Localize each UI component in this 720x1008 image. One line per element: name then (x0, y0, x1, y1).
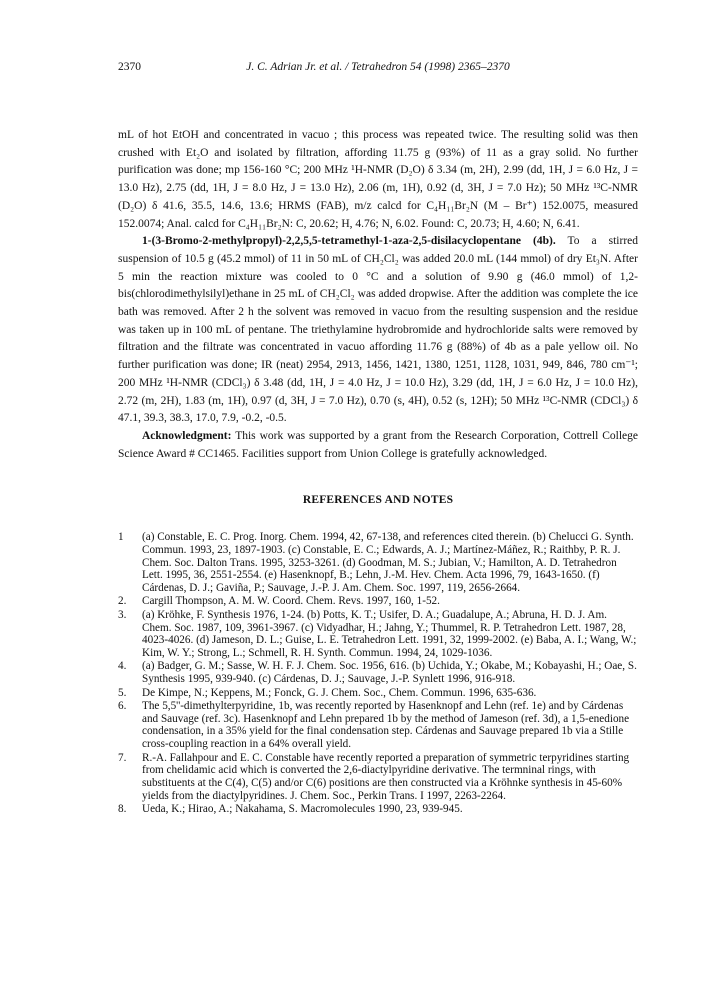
acknowledgment-label: Acknowledgment: (142, 429, 232, 442)
reference-number: 1 (118, 531, 124, 543)
reference-number: 4. (118, 660, 127, 673)
reference-text: De Kimpe, N.; Keppens, M.; Fonck, G. J. Chem. Soc., Chem. Commun. 1996, 635-636. (142, 686, 537, 699)
experimental-body (118, 127, 638, 463)
page-header (118, 61, 638, 77)
paragraph-compound-4b (118, 233, 638, 428)
references-list (118, 531, 638, 817)
reference-item (118, 595, 638, 608)
page-number: 2370 (118, 61, 141, 73)
reference-number: 3. (118, 608, 127, 621)
acknowledgment (118, 428, 638, 463)
reference-text: (a) Constable, E. C. Prog. Inorg. Chem. 1994, 42, 67-138, and references cited therein. (b) Chelucci G. Synth. Commun. 1993, 23, 1897-1903. (c) Constable, E. C.; Edwards, A. J.; Martínez-Máñez, R.; Raithby, P. R. J. Chem. Soc. Dalton Trans. 1995, 3253-3261. (d) Goodman, M. S.; Jubian, V.; Hamilton, A. D. Tetrahedron Lett. 1995, 36, 2551-2554. (e) Hasenknopf, B.; Lehn, J.-M. Hev. Chem. Acta 1996, 79, 1643-1650. (f) Cárdenas, D. J.; Gaviña, P.; Sauvage, J.-P. J. Am. Chem. Soc. 1997, 119, 2656-2664. (142, 531, 634, 595)
references-heading: REFERENCES AND NOTES (302, 494, 454, 506)
reference-text: (a) Badger, G. M.; Sasse, W. H. F. J. Chem. Soc. 1956, 616. (b) Uchida, Y.; Okabe, M.; Kobayashi, H.; Oae, S. Synthesis 1995, 939-940. (c) Cárdenas, D. J.; Sauvage, J.-P. Synlett 1996, 916-918. (142, 660, 637, 686)
reference-item (118, 609, 638, 660)
reference-number: 8. (118, 803, 127, 816)
reference-text: The 5,5''-dimethylterpyridine, 1b, was recently reported by Hasenknopf and Lehn (ref. 1e) and by Cárdenas and Sauvage (ref. 3c). Hasenknopf and Lehn prepared 1b by the method of Jameson (ref. 3d), a 1,5-enedione condensation, in a 35% yield for the final condensation step. Cárdenas and Sauvage prepared 1b via a Stille cross-coupling reaction in a 64% overall yield. (142, 699, 630, 751)
reference-item (118, 752, 638, 803)
reference-item (118, 660, 638, 686)
reference-number: 2. (118, 595, 127, 608)
compound-procedure: To a stirred suspension of 10.5 g (45.2 mmol) of 11 in 50 mL of CH₂Cl₂ was added 20.0 mL (144 mmol) of dry Et₃N. After 5 min the reaction mixture was cooled to 0 °C and a solution of 9.90 g (46.0 mmol) of 1,2-bis(chlorodimethylsilyl)ethane in 25 mL of CH₂Cl₂ was added dropwise. After the addition was complete the ice bath was removed. After 2 h the solvent was removed in vacuo from the resulting suspension and the residue was taken up in 100 mL of pentane. The triethylamine hydrobromide and hydrochloride salts were removed by filtration and the filtrate was concentrated in vacuo affording 11.76 g (88%) of 4b as a pale yellow oil. No further purification was done; IR (neat) 2954, 2913, 1456, 1421, 1380, 1251, 1128, 1031, 949, 846, 780 cm⁻¹; 200 MHz ¹H-NMR (CDCl₃) δ 3.48 (dd, 1H, J = 4.0 Hz, J = 10.0 Hz), 3.29 (dd, 1H, J = 6.0 Hz, J = 10.0 Hz), 2.72 (m, 2H), 1.83 (m, 1H), 0.97 (d, 3H, J = 7.0 Hz), 0.70 (s, 4H), 0.52 (s, 12H); 50 MHz ¹³C-NMR (CDCl₃) δ 47.1, 39.3, 38.3, 17.0, 7.9, -0.2, -0.5. (118, 235, 638, 425)
reference-item (118, 687, 638, 700)
reference-text: Cargill Thompson, A. M. W. Coord. Chem. Revs. 1997, 160, 1-52. (142, 595, 440, 608)
reference-text: R.-A. Fallahpour and E. C. Constable have recently reported a preparation of symmetric terpyridines starting from chelidamic acid which is converted the 2,6-diactylpyridine derivative. The termninal rings, with substituents at the C(4), C(5) and/or C(6) positions are then constructed via a Kröhnke synthesis in 45-60% yields from the diactylpyridines. J. Chem. Soc., Perkin Trans. I 1997, 2263-2264. (142, 751, 630, 802)
reference-item (118, 531, 638, 595)
reference-number: 5. (118, 686, 127, 699)
reference-text: (a) Kröhke, F. Synthesis 1976, 1-24. (b) Potts, K. T.; Usifer, D. A.; Guadalupe, A.; Abruna, H. D. J. Am. Chem. Soc. 1987, 109, 3961-3967. (c) Vidyadhar, H.; Jahng, Y.; Thummel, R. P. Tetrahedron Lett. 1987, 28, 4023-4026. (d) Jameson, D. L.; Guise, L. E. Tetrahedron Lett. 1991, 32, 1999-2002. (e) Baba, A. I.; Wang, W.; Kim, W. Y.; Strong, L.; Schmell, R. H. Synth. Commun. 1994, 24, 1029-1036. (142, 608, 637, 660)
paragraph-compound-11: mL of hot EtOH and concentrated in vacuo ; this process was repeated twice. The resulting solid was then crushed with Et₂O and isolated by filtration, affording 11.75 g (93%) of 11 as a gray solid. No further purification was done; mp 156-160 °C; 200 MHz ¹H-NMR (D₂O) δ 3.34 (m, 2H), 2.99 (dd, 1H, J = 6.0 Hz, J = 13.0 Hz), 2.75 (dd, 1H, J = 8.0 Hz, J = 13.0 Hz), 2.06 (m, 1H), 0.92 (d, 3H, J = 7.0 Hz); 50 MHz ¹³C-NMR (D₂O) δ 41.6, 35.5, 14.6, 13.6; HRMS (FAB), m/z calcd for C₄H₁₁Br₂N (M – Br⁺) 152.0075, measured 152.0074; Anal. calcd for C₄H₁₁Br₂N: C, 20.62; H, 4.76; N, 6.02. Found: C, 20.73; H, 4.60; N, 6.41. (118, 129, 638, 230)
compound-title: 1-(3-Bromo-2-methylpropyl)-2,2,5,5-tetramethyl-1-aza-2,5-disilacyclopentane (4b). (142, 235, 556, 248)
reference-number: 7. (118, 751, 127, 764)
reference-text: Ueda, K.; Hirao, A.; Nakahama, S. Macromolecules 1990, 23, 939-945. (142, 803, 463, 816)
running-head: J. C. Adrian Jr. et al. / Tetrahedron 54 (1998) 2365–2370 (246, 61, 510, 73)
acknowledgment-text: This work was supported by a grant from the Research Corporation, Cottrell College Science Award # CC1465. Facilities support from Union College is gratefully acknowledged. (118, 429, 638, 460)
reference-item (118, 700, 638, 751)
reference-item (118, 803, 638, 816)
reference-number: 6. (118, 699, 127, 712)
